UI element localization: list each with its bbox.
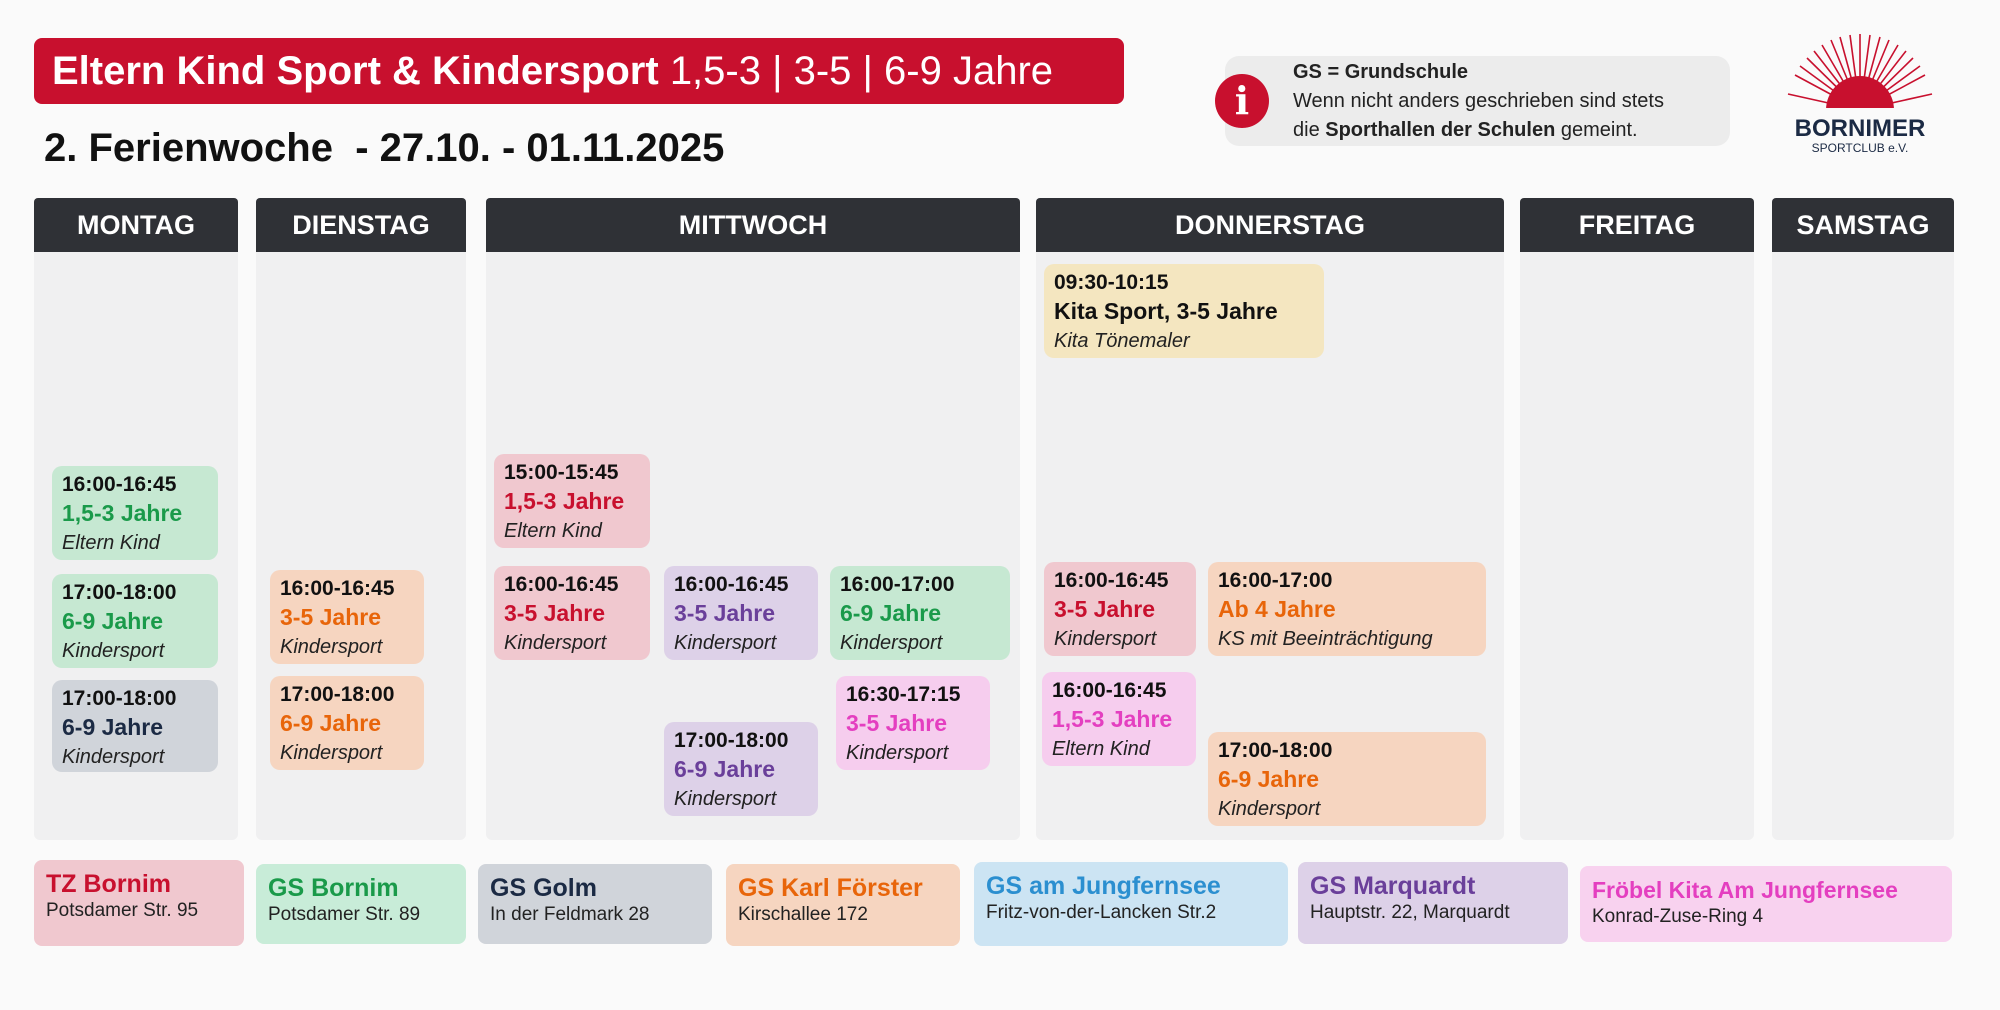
page-title-banner xyxy=(34,38,1124,104)
info-icon: i xyxy=(1215,74,1269,128)
session-time: 16:00-16:45 xyxy=(1054,569,1169,592)
session-time: 16:00-16:45 xyxy=(1052,679,1167,702)
session-title: 1,5-3 Jahre xyxy=(62,500,183,526)
session-title: 1,5-3 Jahre xyxy=(504,488,625,514)
info-line2 xyxy=(1293,116,1664,145)
location-name: GS am Jungfernsee xyxy=(986,872,1221,900)
session-title: 6-9 Jahre xyxy=(280,710,382,736)
session-title: 1,5-3 Jahre xyxy=(1052,706,1173,732)
session-title: 3-5 Jahre xyxy=(1054,596,1156,622)
session-subtitle: Kindersport xyxy=(1218,798,1321,820)
location-address: Fritz-von-der-Lancken Str.2 xyxy=(986,902,1217,923)
session-subtitle: Kindersport xyxy=(846,742,949,764)
session-card-tuesday-2[interactable] xyxy=(270,676,424,770)
session-time: 17:00-18:00 xyxy=(674,729,789,752)
info-line2-post: gemeint. xyxy=(1555,119,1638,141)
session-subtitle: Kindersport xyxy=(674,788,777,810)
location-name: Fröbel Kita Am Jungfernsee xyxy=(1592,877,1898,903)
session-subtitle: Kindersport xyxy=(280,742,383,764)
session-card-tuesday-1[interactable] xyxy=(270,570,424,664)
session-card-monday-3[interactable] xyxy=(52,680,218,772)
week-subtitle: 2. Ferienwoche - 27.10. - 01.11.2025 xyxy=(44,126,725,170)
session-card-wednesday-3[interactable] xyxy=(664,566,818,660)
session-time: 16:00-16:45 xyxy=(674,573,789,596)
day-column-samstag xyxy=(1772,252,1954,840)
session-time: 17:00-18:00 xyxy=(62,581,177,604)
day-header-freitag: FREITAG xyxy=(1520,198,1754,252)
location-tz-bornim xyxy=(34,860,244,946)
info-text xyxy=(1293,58,1664,145)
session-time: 17:00-18:00 xyxy=(62,687,177,710)
logo-name: BORNIMER xyxy=(1794,115,1926,142)
location-gs-karl-foerster xyxy=(726,864,960,946)
session-title: 3-5 Jahre xyxy=(674,600,776,626)
session-card-thursday-3[interactable] xyxy=(1208,562,1486,656)
sunburst-logo-icon xyxy=(1780,28,1940,158)
session-card-thursday-4[interactable] xyxy=(1042,672,1196,766)
session-subtitle: Kindersport xyxy=(62,640,165,662)
day-column-freitag xyxy=(1520,252,1754,840)
session-card-thursday-2[interactable] xyxy=(1044,562,1196,656)
location-address: Potsdamer Str. 95 xyxy=(46,900,199,921)
session-title: 3-5 Jahre xyxy=(504,600,606,626)
session-title: 3-5 Jahre xyxy=(846,710,948,736)
session-time: 16:00-16:45 xyxy=(504,573,619,596)
location-gs-marquardt xyxy=(1298,862,1568,944)
session-card-thursday-5[interactable] xyxy=(1208,732,1486,826)
session-card-monday-1[interactable] xyxy=(52,466,218,560)
location-gs-golm xyxy=(478,864,712,944)
day-header-mittwoch: MITTWOCH xyxy=(486,198,1020,252)
location-address: Konrad-Zuse-Ring 4 xyxy=(1592,906,1764,927)
session-card-wednesday-2[interactable] xyxy=(494,566,650,660)
session-title: 6-9 Jahre xyxy=(62,714,164,740)
location-name: GS Marquardt xyxy=(1310,872,1476,900)
session-card-monday-2[interactable] xyxy=(52,574,218,668)
day-header-donnerstag: DONNERSTAG xyxy=(1036,198,1504,252)
session-title: 3-5 Jahre xyxy=(280,604,382,630)
session-time: 16:00-16:45 xyxy=(280,577,395,600)
session-subtitle: Eltern Kind xyxy=(504,520,602,542)
location-name: GS Golm xyxy=(490,874,597,902)
session-subtitle: Kita Tönemaler xyxy=(1054,330,1190,352)
location-name: TZ Bornim xyxy=(46,870,171,898)
session-title: Ab 4 Jahre xyxy=(1218,596,1336,622)
session-title: 6-9 Jahre xyxy=(1218,766,1320,792)
session-card-wednesday-5[interactable] xyxy=(836,676,990,770)
session-time: 17:00-18:00 xyxy=(280,683,395,706)
session-subtitle: Kindersport xyxy=(62,746,165,768)
session-subtitle: Eltern Kind xyxy=(62,532,160,554)
session-subtitle: Kindersport xyxy=(504,632,607,654)
session-card-thursday-1[interactable] xyxy=(1044,264,1324,358)
session-title: 6-9 Jahre xyxy=(674,756,776,782)
session-time: 17:00-18:00 xyxy=(1218,739,1333,762)
info-line2-pre: die xyxy=(1293,119,1326,141)
session-subtitle: KS mit Beeinträchtigung xyxy=(1218,628,1433,650)
location-name: GS Bornim xyxy=(268,874,399,902)
session-time: 16:30-17:15 xyxy=(846,683,961,706)
title-main: Eltern Kind Sport & Kindersport xyxy=(52,49,659,93)
location-froebel-kita xyxy=(1580,866,1952,942)
session-time: 09:30-10:15 xyxy=(1054,271,1169,294)
session-subtitle: Kindersport xyxy=(840,632,943,654)
location-address: Kirschallee 172 xyxy=(738,904,868,925)
session-subtitle: Kindersport xyxy=(1054,628,1157,650)
club-logo xyxy=(1780,28,1940,158)
info-heading: GS = Grundschule xyxy=(1293,61,1469,83)
session-card-wednesday-4[interactable] xyxy=(830,566,1010,660)
session-card-wednesday-6[interactable] xyxy=(664,722,818,816)
session-subtitle: Kindersport xyxy=(280,636,383,658)
session-time: 16:00-17:00 xyxy=(1218,569,1333,592)
logo-sub: SPORTCLUB e.V. xyxy=(1811,141,1909,155)
day-header-samstag: SAMSTAG xyxy=(1772,198,1954,252)
session-subtitle: Kindersport xyxy=(674,632,777,654)
session-title: 6-9 Jahre xyxy=(840,600,942,626)
day-header-montag: MONTAG xyxy=(34,198,238,252)
location-gs-bornim xyxy=(256,864,466,944)
session-title: 6-9 Jahre xyxy=(62,608,164,634)
location-address: Potsdamer Str. 89 xyxy=(268,904,421,925)
session-card-wednesday-1[interactable] xyxy=(494,454,650,548)
day-header-dienstag: DIENSTAG xyxy=(256,198,466,252)
session-time: 15:00-15:45 xyxy=(504,461,619,484)
title-ages: 1,5-3 | 3-5 | 6-9 Jahre xyxy=(669,49,1054,93)
location-gs-am-jungfernsee xyxy=(974,862,1288,946)
session-time: 16:00-16:45 xyxy=(62,473,177,496)
session-title: Kita Sport, 3-5 Jahre xyxy=(1054,298,1278,324)
location-address: In der Feldmark 28 xyxy=(490,904,650,925)
location-name: GS Karl Förster xyxy=(738,874,923,902)
session-time: 16:00-17:00 xyxy=(840,573,955,596)
location-address: Hauptstr. 22, Marquardt xyxy=(1310,902,1510,923)
session-subtitle: Eltern Kind xyxy=(1052,738,1150,760)
info-line2-bold: Sporthallen der Schulen xyxy=(1325,119,1556,141)
info-line1: Wenn nicht anders geschrieben sind stets xyxy=(1293,90,1664,112)
